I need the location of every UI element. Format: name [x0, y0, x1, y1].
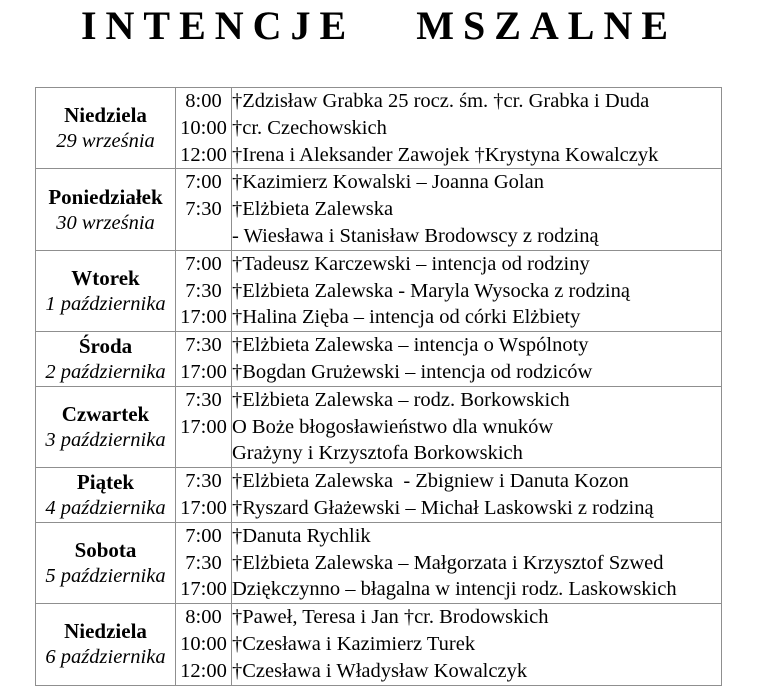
table-row [36, 604, 722, 685]
intention-text: †Elżbieta Zalewska - Zbigniew i Danuta Kozon [232, 470, 629, 493]
table-row [36, 169, 722, 250]
intention-cell [232, 332, 722, 387]
time-value: 12:00 [180, 143, 227, 166]
day-cell [36, 468, 176, 523]
time-value: 8:00 [185, 90, 222, 112]
time-value: 17:00 [180, 496, 227, 519]
day-name: Środa [78, 333, 133, 358]
intention-cell [232, 522, 722, 603]
day-cell [36, 88, 176, 169]
intention-text: †Irena i Aleksander Zawojek †Krystyna Kowalczyk [232, 143, 659, 166]
intention-cell [232, 88, 722, 169]
time-value: 7:30 [185, 470, 222, 493]
intention-text: †Czesława i Władysław Kowalczyk [232, 659, 528, 682]
time-value: 7:30 [185, 198, 222, 221]
intention-text: †Ryszard Głażewski – Michał Laskowski z rodziną [232, 496, 654, 519]
time-cell [176, 332, 232, 387]
table-row [36, 250, 722, 331]
time-value: 7:30 [185, 334, 222, 357]
intention-cell [232, 604, 722, 685]
day-date: 4 października [45, 496, 166, 519]
day-date: 2 października [45, 360, 166, 383]
intention-text: †Halina Zięba – intencja od córki Elżbiety [232, 306, 581, 329]
intention-text: Dziękczynno – błagalna w intencji rodz. Laskowskich [232, 578, 677, 601]
time-cell [176, 386, 232, 467]
intention-cell [232, 468, 722, 523]
time-value: 17:00 [180, 415, 227, 438]
intention-text: †Elżbieta Zalewska [232, 198, 394, 221]
time-cell [176, 169, 232, 250]
day-date: 29 września [56, 130, 155, 153]
day-cell [36, 604, 176, 685]
intention-text: †Zdzisław Grabka 25 rocz. śm. †cr. Grabka i Duda [232, 90, 650, 112]
intention-text: †Danuta Rychlik [232, 524, 371, 547]
day-cell [36, 169, 176, 250]
time-value [176, 440, 231, 467]
time-value: 7:30 [185, 388, 222, 411]
time-cell [176, 468, 232, 523]
time-value: 7:30 [185, 279, 222, 302]
time-value: 7:00 [185, 524, 222, 547]
intention-text: †Elżbieta Zalewska – intencja o Wspólnoty [232, 334, 589, 357]
intention-text: †Elżbieta Zalewska – Małgorzata i Krzysztof Szwed [232, 551, 664, 574]
intention-text: †Kazimierz Kowalski – Joanna Golan [232, 171, 544, 194]
intention-cell [232, 169, 722, 250]
time-value: 10:00 [180, 116, 227, 139]
time-cell [176, 522, 232, 603]
day-cell [36, 250, 176, 331]
day-name: Piątek [76, 469, 135, 494]
table-row [36, 468, 722, 523]
time-value: 7:30 [185, 551, 222, 574]
time-value: 12:00 [180, 659, 227, 682]
intention-text: O Boże błogosławieństwo dla wnuków [232, 415, 554, 438]
day-date: 6 października [45, 646, 166, 669]
time-value: 17:00 [180, 306, 227, 329]
time-value: 8:00 [185, 606, 222, 629]
page-title: INTENCJE MSZALNE [80, 3, 678, 48]
intention-text: †Bogdan Grużewski – intencja od rodziców [232, 360, 593, 383]
day-name: Czwartek [61, 401, 150, 426]
day-name: Poniedziałek [48, 184, 163, 209]
intention-text: †cr. Czechowskich [232, 116, 387, 139]
mass-intentions-table [35, 87, 722, 686]
intention-text: †Czesława i Kazimierz Turek [232, 632, 476, 655]
intention-cell [232, 386, 722, 467]
time-value: 7:00 [185, 171, 222, 194]
day-cell [36, 522, 176, 603]
time-cell [176, 604, 232, 685]
time-value: 17:00 [180, 578, 227, 601]
intention-text: Grażyny i Krzysztofa Borkowskich [232, 442, 523, 465]
day-name: Sobota [74, 537, 137, 562]
day-date: 5 października [45, 564, 166, 587]
day-date: 3 października [45, 428, 166, 451]
intention-text: †Elżbieta Zalewska – rodz. Borkowskich [232, 388, 570, 411]
time-value: 17:00 [180, 360, 227, 383]
day-name: Niedziela [64, 103, 147, 128]
day-cell [36, 386, 176, 467]
time-value: 10:00 [180, 632, 227, 655]
day-cell [36, 332, 176, 387]
time-value: 7:00 [185, 252, 222, 275]
day-date: 30 września [56, 211, 155, 234]
day-name: Wtorek [71, 265, 140, 290]
time-cell [176, 250, 232, 331]
table-row [36, 88, 722, 169]
table-row [36, 386, 722, 467]
intention-text: †Tadeusz Karczewski – intencja od rodziny [232, 252, 590, 275]
intention-text: - Wiesława i Stanisław Brodowscy z rodziną [232, 224, 599, 247]
day-date: 1 października [45, 292, 166, 315]
intention-text: †Paweł, Teresa i Jan †cr. Brodowskich [232, 606, 549, 629]
time-value [176, 223, 231, 250]
intention-cell [232, 250, 722, 331]
table-row [36, 332, 722, 387]
time-cell [176, 88, 232, 169]
table-row [36, 522, 722, 603]
intention-text: †Elżbieta Zalewska - Maryla Wysocka z rodziną [232, 279, 630, 302]
day-name: Niedziela [64, 619, 147, 644]
